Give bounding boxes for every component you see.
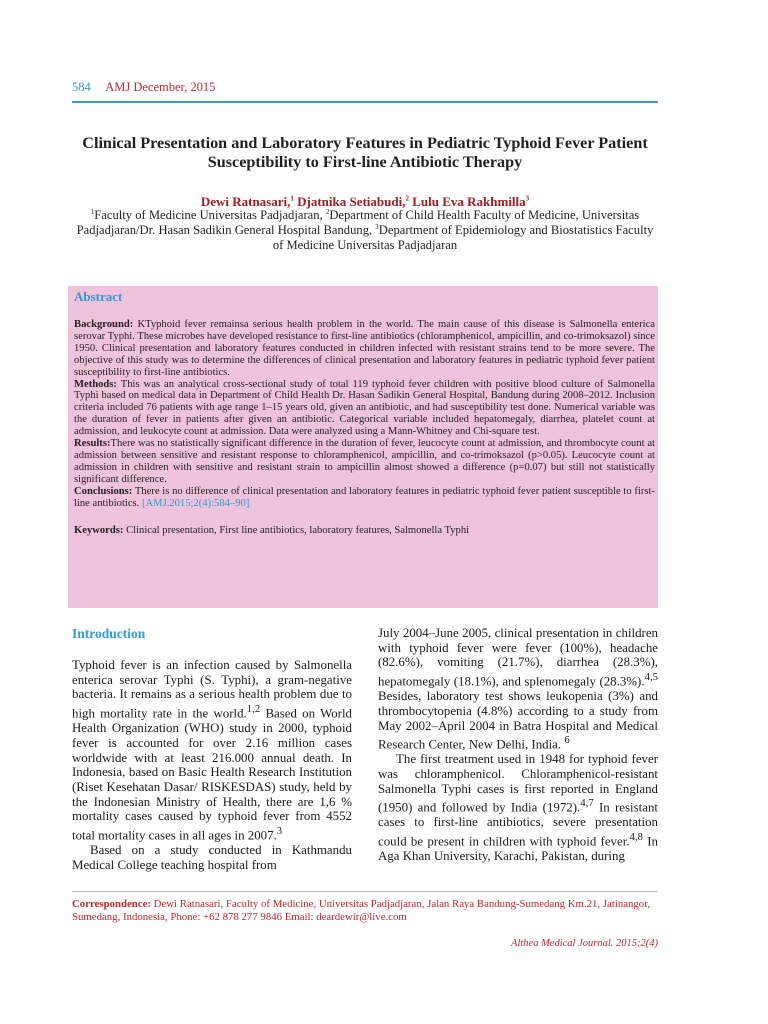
author-name: Djatnika Setiabudi, xyxy=(297,194,406,209)
paragraph-text: Based on a study conducted in Kathmandu Medical College teaching hospital from xyxy=(72,843,352,872)
page-number: 584 xyxy=(72,80,91,94)
author-name: Dewi Ratnasari, xyxy=(200,194,291,209)
section-label: Keywords: xyxy=(74,524,124,536)
abstract-heading: Abstract xyxy=(74,289,123,304)
reference-mark[interactable]: 3 xyxy=(276,825,283,838)
header-rule xyxy=(72,101,658,103)
paragraph xyxy=(378,626,658,752)
reference-mark[interactable]: 1,2 xyxy=(246,703,261,716)
paragraph-text: July 2004–June 2005, clinical presentation in children with typhoid fever were fever (100%), headache (82.6%), vomiting (21.7%), diarrhea (28.3%), hepatomegaly (18.1%), and splenomegaly (28.3%). xyxy=(378,626,658,689)
section-heading-introduction: Introduction xyxy=(72,626,146,641)
affiliation-text: Faculty of Medicine Universitas Padjadjaran, xyxy=(94,208,326,222)
section-text: There is no difference of clinical presentation and laboratory features in pediatric typhoid fever patient susceptible to first-line antibiotics. xyxy=(74,485,655,509)
section-label: Methods: xyxy=(74,378,117,390)
paragraph-text: In Aga Khan University, Karachi, Pakistan, during xyxy=(378,834,658,864)
journal-issue: AMJ December, 2015 xyxy=(105,80,216,94)
abstract-methods xyxy=(74,379,655,439)
abstract-conclusions xyxy=(74,486,655,510)
section-label: Background: xyxy=(74,319,134,330)
paragraph-text: The first treatment used in 1948 for typhoid fever was chloramphenicol. Chloramphenicol-resistant Salmonella Typhi cases is first reported in England (1950) and followed by India (1972). xyxy=(378,752,658,815)
section-text: There was no statistically significant difference in the duration of fever, leucocyte count at admission, and thrombocyte count at admission between sensitive and resistant response to chloramphenicol, ampicillin, and co-trimoksazol (p>0.05). Leucocyte count at admission in children with sensitive and resistant strain to ampicillin almost showed a difference (p=0.07) but still not statistically significant difference. xyxy=(74,438,655,485)
affiliations xyxy=(72,208,658,253)
abstract-background xyxy=(74,319,655,379)
abstract-keywords xyxy=(74,525,655,537)
reference-mark[interactable]: 4,7 xyxy=(580,797,594,810)
affiliation-mark: 2 xyxy=(325,207,330,216)
paragraph-text: Besides, laboratory test shows leukopenia (3%) and thrombocytopenia (4.8%) according to a study from May 2002–April 2004 in Batra Hospital and Medical Research Center, New Delhi, India. xyxy=(378,689,658,752)
keywords-text: Clinical presentation, First line antibiotics, laboratory features, Salmonella Typhi xyxy=(123,524,470,536)
paragraph-text: Based on World Health Organization (WHO) study in 2000, typhoid fever is accounted for over 2.16 million cases worldwide with at least 216.000 annual death. In Indonesia, based on Basic Health Research Institution (Riset Kesehatan Dasar/ RISKESDAS) study, held by the Indonesian Ministry of Health, there are 1,6 % mortality cases caused by typhoid fever from 4552 total mortality cases in all ages in 2007. xyxy=(72,706,352,843)
section-label: Results: xyxy=(74,438,111,450)
paragraph-text: Typhoid fever is an infection caused by Salmonella enterica serovar Typhi (S. Typhi), a gram-negative bacteria. It remains as a serious health problem due to high mortality rate in the world. xyxy=(72,658,352,721)
section-text: KTyphoid fever remainsa serious health problem in the world. The main cause of this disease is Salmonella enterica serovar Typhi. These microbes have developed resistance to first-line antibiotics (chloramphenicol, ampicillin, and co-trimoksazol) since 1950. Clinical presentation and laboratory features conducted in children infected with resistant strains tend to be more severe. The objective of this study was to determine the differences of clinical presentation and laboratory features in pediatric typhoid fever patient susceptibility to first-line antibiotics. xyxy=(74,319,655,378)
abstract-results xyxy=(74,438,655,486)
text-column-right xyxy=(378,626,658,864)
author-name: Lulu Eva Rakhmilla xyxy=(412,194,526,209)
affiliation-text: Department of Child Health Faculty of Medicine, Universitas Padjadjaran/Dr. Hasan Sadikin General Hospital Bandung, xyxy=(76,208,640,237)
correspondence-label: Correspondence: xyxy=(72,898,151,910)
text-column-left xyxy=(72,658,352,872)
paragraph xyxy=(72,843,352,872)
citation-link[interactable]: [AMJ.2015;2(4):584–90] xyxy=(141,497,250,509)
paragraph xyxy=(72,658,352,843)
author-affiliation-mark: 3 xyxy=(525,194,530,203)
paragraph-text: In resistant cases to first-line antibiotics, severe presentation could be present in children with typhoid fever. xyxy=(378,800,658,849)
paragraph xyxy=(378,752,658,864)
footnote-rule xyxy=(72,891,658,892)
correspondence-text: Dewi Ratnasari, Faculty of Medicine, Universitas Padjadjaran, Jalan Raya Bandung-Sumedang Km.21, Jatinangor, Sumedang, Indonesia, Phone: +62 878 277 9846 Email: deardewir@live.com xyxy=(72,898,651,923)
abstract-box xyxy=(68,286,658,608)
affiliation-text: Department of Epidemiology and Biostatistics Faculty of Medicine Universitas Padjadjaran xyxy=(272,223,654,252)
running-head xyxy=(72,80,657,95)
author-affiliation-mark: 1 xyxy=(290,194,294,203)
article-title: Clinical Presentation and Laboratory Features in Pediatric Typhoid Fever Patient Susceptibility to First-line Antibiotic Therapy xyxy=(82,134,648,171)
reference-mark[interactable]: 6 xyxy=(564,734,570,747)
reference-mark[interactable]: 4,5 xyxy=(644,671,658,684)
author-affiliation-mark: 2 xyxy=(405,194,409,203)
section-label: Conclusions: xyxy=(74,485,133,497)
section-text: This was an analytical cross-sectional study of total 119 typhoid fever children with positive blood culture of Salmonella Typhi based on medical data in Department of Child Health Dr. Hasan Sadikin General Hospital, Bandung during 2008–2012. Inclusion criteria included 76 patients with age range 1–15 years old, given an antibiotic, and had susceptibility test done. Numerical variable was the duration of fever in patients after given an antibiotic. Categorical variable included hepatomegaly, diarrhea, platelet count at admission, and leukocyte count at admission. Data were analyzed using a Mann-Whitney and Chi-square test. xyxy=(74,378,655,438)
journal-footer: Althea Medical Journal. 2015;2(4) xyxy=(511,938,658,949)
reference-mark[interactable]: 4,8 xyxy=(629,831,643,844)
correspondence-note xyxy=(72,897,658,924)
affiliation-mark: 3 xyxy=(375,222,379,231)
affiliation-mark: 1 xyxy=(90,207,95,216)
